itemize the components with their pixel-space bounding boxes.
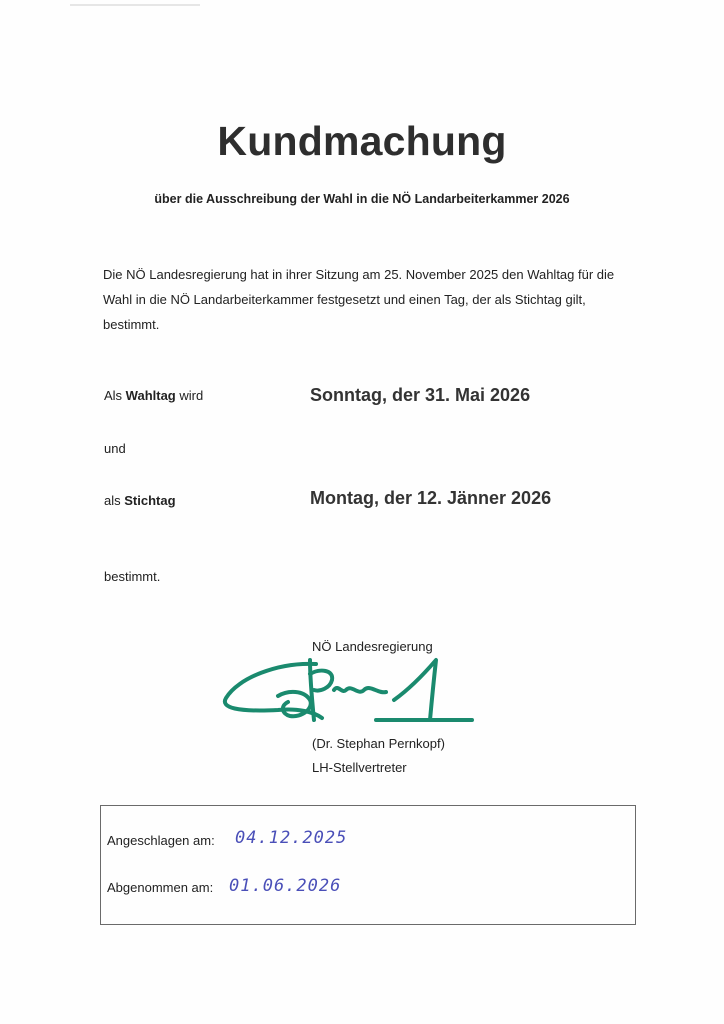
posted-date: 04.12.2025: [235, 828, 348, 848]
posted-label: Angeschlagen am:: [107, 833, 215, 848]
wahltag-date: Sonntag, der 31. Mai 2026: [310, 385, 531, 405]
signature-strokes: [225, 660, 472, 720]
stichtag-prefix: als: [104, 493, 125, 508]
wahltag-suffix: wird: [175, 388, 204, 403]
signature-role: LH-Stellvertreter: [312, 760, 407, 775]
stichtag-keyword: Stichtag: [124, 493, 176, 508]
signature-stroke-4: [310, 671, 332, 691]
signature-stroke-5: [334, 688, 386, 692]
document-title: Kundmachung: [217, 118, 507, 164]
und-text: und: [104, 441, 126, 456]
wahltag-keyword: Wahltag: [125, 388, 176, 403]
stichtag-date: Montag, der 12. Jänner 2026: [310, 488, 552, 508]
removed-date: 01.06.2026: [229, 876, 342, 896]
removed-label: Abgenommen am:: [107, 880, 214, 895]
intro-paragraph: Die NÖ Landesregierung hat in ihrer Sitzung am 25. November 2025 den Wahltag für die Wahl in die NÖ Landarbeiterkammer festgesetzt und einen Tag, der als Stichtag gilt, bestimmt.: [103, 267, 615, 332]
scan-edge-mark: [70, 4, 200, 6]
signature-authority: NÖ Landesregierung: [312, 639, 433, 654]
signature-name: (Dr. Stephan Pernkopf): [312, 736, 445, 751]
signature-stroke-6: [394, 660, 436, 720]
wahltag-prefix: Als: [104, 388, 126, 403]
bestimmt-text: bestimmt.: [104, 569, 161, 584]
wahltag-label: [104, 388, 203, 403]
document-subtitle: über die Ausschreibung der Wahl in die NÖ Landarbeiterkammer 2026: [154, 192, 570, 206]
posting-box: [100, 805, 636, 925]
handwritten-signature: [218, 650, 478, 740]
signature-stroke-2: [278, 692, 311, 716]
stichtag-label: [104, 493, 176, 508]
